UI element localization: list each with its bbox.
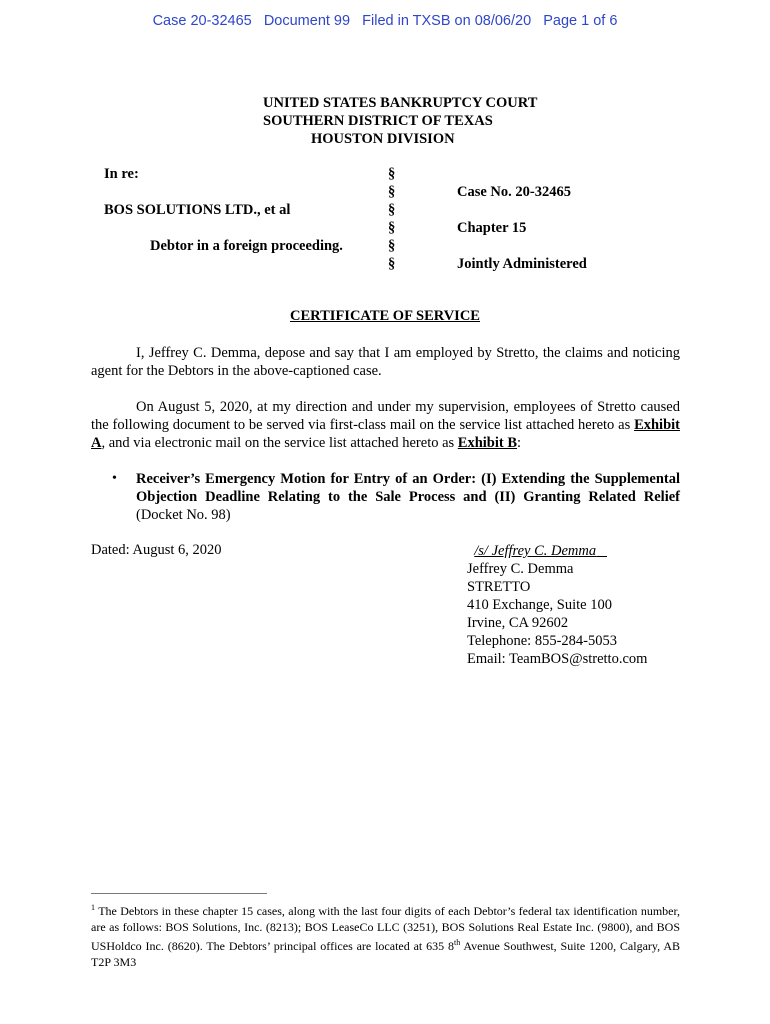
telephone: Telephone: 855-284-5053	[467, 633, 617, 649]
document-title	[0, 308, 770, 325]
served-document-title: Receiver’s Emergency Motion for Entry of an Order: (I) Extending the Supplemental Objection Deadline Relating to the Sale Process and (II) Granting Related Relief	[136, 471, 680, 505]
filing-header-stamp: Case 20-32465 Document 99 Filed in TXSB on 08/06/20 Page 1 of 6	[152, 13, 618, 29]
in-re-label: In re:	[104, 166, 139, 182]
administration-status: Jointly Administered	[457, 256, 587, 272]
footnote-superscript: th	[453, 938, 461, 948]
bullet-icon: •	[112, 471, 117, 486]
section-symbol: §	[388, 202, 396, 218]
footnote	[91, 900, 680, 970]
signer-name: Jeffrey C. Demma	[467, 561, 574, 577]
docket-number: (Docket No. 98)	[136, 507, 231, 523]
address-line-2: Irvine, CA 92602	[467, 615, 569, 631]
exhibit-b-reference: Exhibit B	[457, 435, 518, 451]
footnote-marker: 1	[91, 903, 95, 912]
section-symbol: §	[388, 220, 396, 236]
chapter: Chapter 15	[457, 220, 527, 236]
debtor-description: Debtor in a foreign proceeding.	[150, 238, 343, 254]
service-text-3: :	[517, 435, 522, 451]
service-paragraph	[91, 398, 680, 452]
court-name: UNITED STATES BANKRUPTCY COURT	[263, 95, 538, 111]
court-district: SOUTHERN DISTRICT OF TEXAS	[263, 113, 493, 129]
case-number: Case No. 20-32465	[457, 184, 571, 200]
court-heading	[0, 94, 770, 148]
signature-block	[467, 542, 647, 668]
exhibit-a-reference: Exhibit A	[91, 417, 680, 451]
section-symbol: §	[388, 238, 396, 254]
caption-case-info	[457, 165, 737, 273]
signature-line: /s/ Jeffrey C. Demma	[474, 543, 597, 559]
caption-parties	[104, 165, 374, 255]
served-document-item	[112, 470, 680, 524]
date-line: Dated: August 6, 2020	[91, 542, 222, 558]
signer-company: STRETTO	[467, 579, 531, 595]
section-symbol: §	[388, 256, 396, 272]
court-division: HOUSTON DIVISION	[311, 131, 455, 147]
caption-section-column	[388, 165, 408, 273]
section-symbol: §	[388, 166, 396, 182]
document-title-text: CERTIFICATE OF SERVICE	[290, 308, 480, 324]
declaration-paragraph: I, Jeffrey C. Demma, depose and say that I am employed by Stretto, the claims and noticing agent for the Debtors in the above-captioned case.	[91, 345, 680, 379]
footnote-text-1: The Debtors in these chapter 15 cases, along with the last four digits of each Debtor’s federal tax identification number, are as follows: BOS Solutions, Inc. (8213); BOS LeaseCo LLC (3251), BOS Solutions Real Estate Inc. (9800), and BOS USHoldco Inc. (8620). The Debtors’ principal offices are located at 635 8	[91, 904, 680, 954]
service-text-1: On August 5, 2020, at my direction and under my supervision, employees of Stretto caused the following document to be served via first-class mail on the service list attached hereto as	[91, 399, 680, 433]
email: Email: TeamBOS@stretto.com	[467, 651, 648, 667]
debtor-name: BOS SOLUTIONS LTD., et al	[104, 202, 291, 218]
section-symbol: §	[388, 184, 396, 200]
address-line-1: 410 Exchange, Suite 100	[467, 597, 612, 613]
footnote-text-2: Avenue Southwest, Suite 1200, Calgary, AB T2P 3M3	[91, 939, 680, 969]
service-text-2: , and via electronic mail on the service list attached hereto as	[101, 435, 458, 451]
footnote-divider	[91, 893, 267, 894]
